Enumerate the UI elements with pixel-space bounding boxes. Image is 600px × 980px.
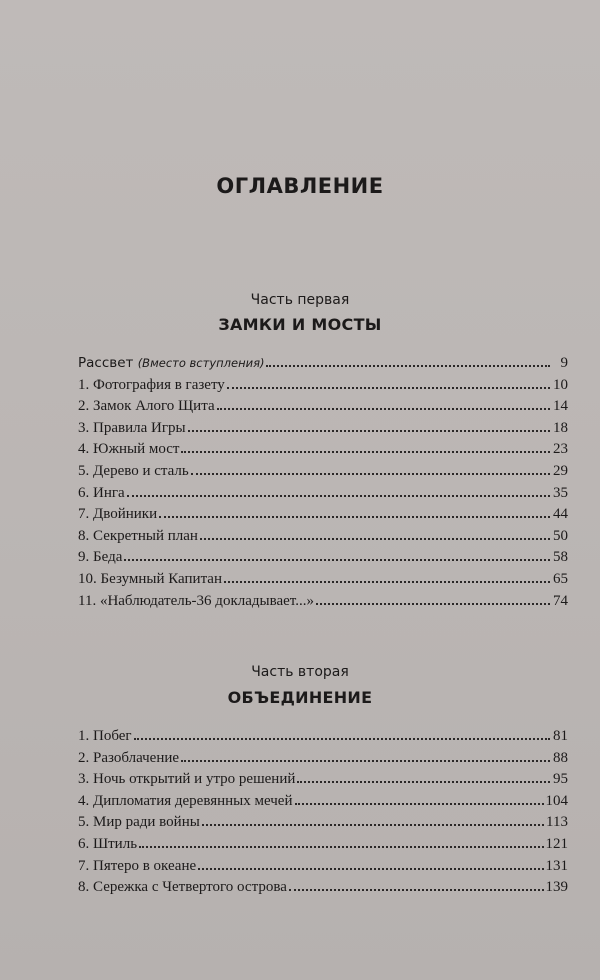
page-title: ОГЛАВЛЕНИЕ <box>216 174 384 198</box>
toc-entry-title: 5. Дерево и сталь <box>78 462 189 479</box>
part-1-title: ЗАМКИ И МОСТЫ <box>218 315 382 334</box>
leader-dots <box>127 495 550 497</box>
toc-entry[interactable] <box>78 549 568 571</box>
leader-dots <box>124 559 550 561</box>
toc-entry-page: 121 <box>545 835 568 852</box>
leader-dots <box>266 365 550 367</box>
toc-entry[interactable] <box>78 506 568 528</box>
toc-entry-page: 74 <box>553 592 568 609</box>
toc-entry-page: 88 <box>553 749 568 766</box>
toc-entry[interactable] <box>78 485 568 507</box>
toc-entry-page: 131 <box>545 857 568 874</box>
toc-entry-page: 113 <box>546 814 568 831</box>
toc-entry[interactable] <box>78 420 568 442</box>
toc-entry-title: 9. Беда <box>78 549 123 566</box>
toc-entry-title: 3. Правила Игры <box>78 419 186 436</box>
toc-entry-page: 139 <box>545 879 568 896</box>
leader-dots <box>200 538 550 540</box>
toc-entry-page: 65 <box>553 570 568 587</box>
toc-entry[interactable] <box>78 750 568 772</box>
leader-dots <box>202 824 544 826</box>
toc-entry-title: 8. Секретный план <box>78 527 198 544</box>
toc-entry-title: 7. Двойники <box>78 506 158 523</box>
leader-dots <box>297 781 550 783</box>
toc-entry[interactable] <box>78 528 568 550</box>
toc-entry-title: 10. Безумный Капитан <box>78 570 222 587</box>
leader-dots <box>316 603 550 605</box>
leader-dots <box>289 889 544 891</box>
toc-part-1 <box>78 355 568 614</box>
leader-dots <box>181 451 550 453</box>
toc-entry-title: 3. Ночь открытий и утро решений <box>78 771 296 788</box>
leader-dots <box>198 868 543 870</box>
toc-entry[interactable] <box>78 836 568 858</box>
toc-entry-title: 4. Южный мост <box>78 441 180 458</box>
toc-entry[interactable] <box>78 463 568 485</box>
leader-dots <box>139 846 543 848</box>
toc-entry-page: 9 <box>560 355 568 371</box>
toc-entry-page: 95 <box>553 771 568 788</box>
toc-entry-title: 2. Замок Алого Щита <box>78 398 215 415</box>
toc-part-2 <box>78 728 568 901</box>
toc-entry[interactable] <box>78 571 568 593</box>
toc-entry-note: (Вместо вступления) <box>137 356 265 370</box>
toc-entry[interactable] <box>78 355 568 377</box>
toc-entry-page: 104 <box>545 792 568 809</box>
toc-entry-title: 1. Фотография в газету <box>78 376 225 393</box>
toc-entry-title: 1. Побег <box>78 728 132 744</box>
toc-entry[interactable] <box>78 771 568 793</box>
toc-entry-page: 50 <box>553 527 568 544</box>
part-2-title: ОБЪЕДИНЕНИЕ <box>227 688 373 707</box>
toc-entry-title: 4. Дипломатия деревянных мечей <box>78 792 293 809</box>
toc-entry-page: 10 <box>553 376 568 393</box>
part-1-label: Часть первая <box>250 292 350 308</box>
toc-entry-page: 44 <box>553 506 568 523</box>
toc-entry[interactable] <box>78 398 568 420</box>
leader-dots <box>224 581 550 583</box>
leader-dots <box>159 516 550 518</box>
leader-dots <box>188 430 550 432</box>
toc-entry-title: 11. «Наблюдатель-36 докладывает...» <box>78 592 314 609</box>
leader-dots <box>227 387 550 389</box>
toc-entry[interactable] <box>78 879 568 901</box>
leader-dots <box>295 803 544 805</box>
leader-dots <box>217 408 550 410</box>
toc-entry[interactable] <box>78 441 568 463</box>
toc-entry[interactable] <box>78 728 568 750</box>
toc-entry-page: 29 <box>553 462 568 479</box>
toc-entry-page: 81 <box>553 728 568 744</box>
toc-entry[interactable] <box>78 814 568 836</box>
toc-entry-page: 23 <box>553 441 568 458</box>
toc-entry-title: 2. Разоблачение <box>78 749 180 766</box>
toc-entry-title: 5. Мир ради войны <box>78 814 200 831</box>
leader-dots <box>134 738 550 740</box>
toc-entry-page: 58 <box>553 549 568 566</box>
part-2-label: Часть вторая <box>251 664 349 680</box>
toc-entry-title: 7. Пятеро в океане <box>78 857 197 874</box>
toc-entry-page: 14 <box>553 398 568 415</box>
toc-entry[interactable] <box>78 858 568 880</box>
leader-dots <box>191 473 550 475</box>
toc-entry[interactable] <box>78 377 568 399</box>
leader-dots <box>181 760 550 762</box>
toc-entry-title: Рассвет <box>78 355 138 371</box>
toc-entry-page: 18 <box>553 419 568 436</box>
toc-entry-title: 8. Сережка с Четвертого острова <box>78 879 287 896</box>
toc-entry[interactable] <box>78 793 568 815</box>
toc-entry[interactable] <box>78 593 568 615</box>
toc-entry-title: 6. Инга <box>78 484 125 501</box>
toc-entry-page: 35 <box>553 484 568 501</box>
toc-entry-title: 6. Штиль <box>78 835 138 852</box>
